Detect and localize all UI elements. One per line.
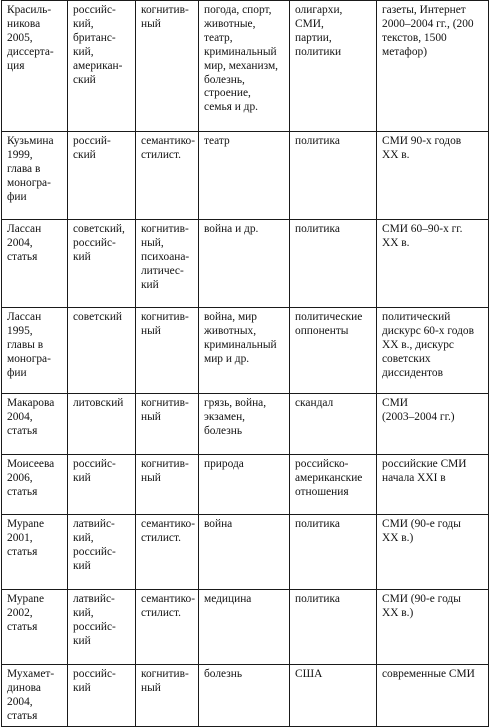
author-cell: Красиль- никова 2005, диссерта- ция <box>2 1 68 132</box>
source-domains-cell: война, мир животных, криминальный мир и др. <box>199 308 290 394</box>
source-domains-cell: грязь, война, экзамен, болезнь <box>199 394 290 455</box>
approach-cell: когнитив- ный <box>136 665 199 727</box>
table-row <box>2 394 489 455</box>
target-cell: российско- американские отношения <box>290 455 377 515</box>
discourse-cell: латвийс- кий, российс- кий <box>68 515 136 590</box>
approach-cell: когнитив- ный <box>136 394 199 455</box>
target-cell: политика <box>290 590 377 665</box>
target-cell: политика <box>290 132 377 220</box>
discourse-cell: латвийс- кий, российс- кий <box>68 590 136 665</box>
material-cell: СМИ (2003–2004 гг.) <box>377 394 489 455</box>
author-cell: Мурane 2001, статья <box>2 515 68 590</box>
author-cell: Лассан 1995, главы в моногра- фии <box>2 308 68 394</box>
source-domains-cell: болезнь <box>199 665 290 727</box>
discourse-cell: литовский <box>68 394 136 455</box>
author-cell: Лассан 2004, статья <box>2 220 68 308</box>
target-cell: политика <box>290 515 377 590</box>
approach-cell: когнитив- ный <box>136 308 199 394</box>
table-row <box>2 590 489 665</box>
table-row <box>2 220 489 308</box>
material-cell: СМИ 60–90-х гг. XX в. <box>377 220 489 308</box>
table-row <box>2 308 489 394</box>
material-cell: СМИ (90-е годы XX в.) <box>377 515 489 590</box>
approach-cell: когнитив- ный, психоана- литичес- кий <box>136 220 199 308</box>
target-cell: олигархи, СМИ, партии, политики <box>290 1 377 132</box>
approach-cell: семантико- стилист. <box>136 132 199 220</box>
material-cell: газеты, Интернет 2000–2004 гг., (200 текстов, 1500 метафор) <box>377 1 489 132</box>
discourse-cell: советский <box>68 308 136 394</box>
table-row <box>2 665 489 727</box>
discourse-cell: российс- кий <box>68 665 136 727</box>
author-cell: Мухамет- динова 2004, статья <box>2 665 68 727</box>
author-cell: Макарова 2004, статья <box>2 394 68 455</box>
material-cell: СМИ (90-е годы XX в.) <box>377 590 489 665</box>
table-row <box>2 132 489 220</box>
discourse-cell: россий- ский <box>68 132 136 220</box>
author-cell: Кузьмина 1999, глава в моногра- фии <box>2 132 68 220</box>
source-domains-cell: природа <box>199 455 290 515</box>
table-row <box>2 1 489 132</box>
material-cell: политический дискурс 60-х годов XX в., дискурс советских диссидентов <box>377 308 489 394</box>
source-domains-cell: война и др. <box>199 220 290 308</box>
target-cell: США <box>290 665 377 727</box>
author-cell: Моисеева 2006, статья <box>2 455 68 515</box>
metaphor-studies-table <box>1 0 489 727</box>
target-cell: политические оппоненты <box>290 308 377 394</box>
author-cell: Мурane 2002, статья <box>2 590 68 665</box>
target-cell: скандал <box>290 394 377 455</box>
material-cell: СМИ 90-х годов XX в. <box>377 132 489 220</box>
approach-cell: когнитив- ный <box>136 1 199 132</box>
source-domains-cell: погода, спорт, животные, театр, криминальный мир, механизм, болезнь, строение, семья и др. <box>199 1 290 132</box>
target-cell: политика <box>290 220 377 308</box>
source-domains-cell: медицина <box>199 590 290 665</box>
table-row <box>2 515 489 590</box>
approach-cell: семантико- стилист. <box>136 515 199 590</box>
material-cell: российские СМИ начала XXI в <box>377 455 489 515</box>
source-domains-cell: война <box>199 515 290 590</box>
discourse-cell: российс- кий, британс- кий, американ- ский <box>68 1 136 132</box>
material-cell: современные СМИ <box>377 665 489 727</box>
approach-cell: семантико- стилист. <box>136 590 199 665</box>
approach-cell: когнитив- ный <box>136 455 199 515</box>
discourse-cell: советский, российс- кий <box>68 220 136 308</box>
source-domains-cell: театр <box>199 132 290 220</box>
discourse-cell: российс- кий <box>68 455 136 515</box>
table-row <box>2 455 489 515</box>
